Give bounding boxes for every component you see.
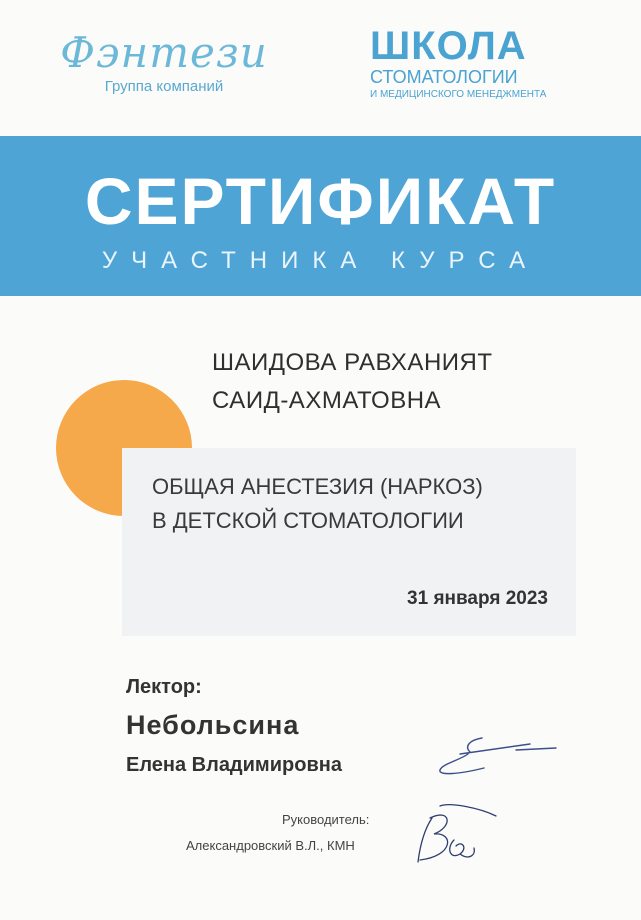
director-signature bbox=[410, 800, 510, 870]
director-role: Руководитель: bbox=[282, 812, 370, 827]
lector-surname: Небольсина bbox=[126, 710, 300, 740]
participant-patronymic-line: САИД-АХМАТОВНА bbox=[212, 387, 442, 414]
course-date: 31 января 2023 bbox=[407, 588, 548, 609]
school-logo-line3: И МЕДИЦИНСКОГО МЕНЕДЖМЕНТА bbox=[370, 89, 547, 100]
school-logo-line1: ШКОЛА bbox=[370, 24, 527, 68]
lector-label: Лектор: bbox=[126, 676, 202, 698]
certificate-title: СЕРТИФИКАТ bbox=[84, 164, 557, 238]
certificate-banner bbox=[0, 136, 641, 296]
certificate-subtitle: УЧАСТНИКА КУРСА bbox=[101, 247, 540, 274]
director-name: Александровский В.Л., КМН bbox=[186, 838, 355, 853]
participant-name bbox=[212, 344, 493, 420]
school-logo bbox=[370, 26, 570, 102]
course-title bbox=[152, 470, 483, 538]
participant-surname-line: ШАИДОВА РАВХАНИЯТ bbox=[212, 349, 493, 376]
fantasy-logo-subtitle: Группа компаний bbox=[104, 78, 224, 95]
course-title-line1: ОБЩАЯ АНЕСТЕЗИЯ (НАРКОЗ) bbox=[152, 474, 483, 499]
course-title-line2: В ДЕТСКОЙ СТОМАТОЛОГИИ bbox=[152, 508, 464, 533]
fantasy-logo bbox=[56, 28, 272, 95]
course-card bbox=[122, 448, 576, 636]
school-logo-line2: СТОМАТОЛОГИИ bbox=[370, 67, 518, 87]
lector-name: Елена Владимировна bbox=[126, 754, 342, 776]
lector-signature bbox=[430, 724, 560, 784]
fantasy-logo-brand: Фэнтези bbox=[60, 28, 268, 77]
